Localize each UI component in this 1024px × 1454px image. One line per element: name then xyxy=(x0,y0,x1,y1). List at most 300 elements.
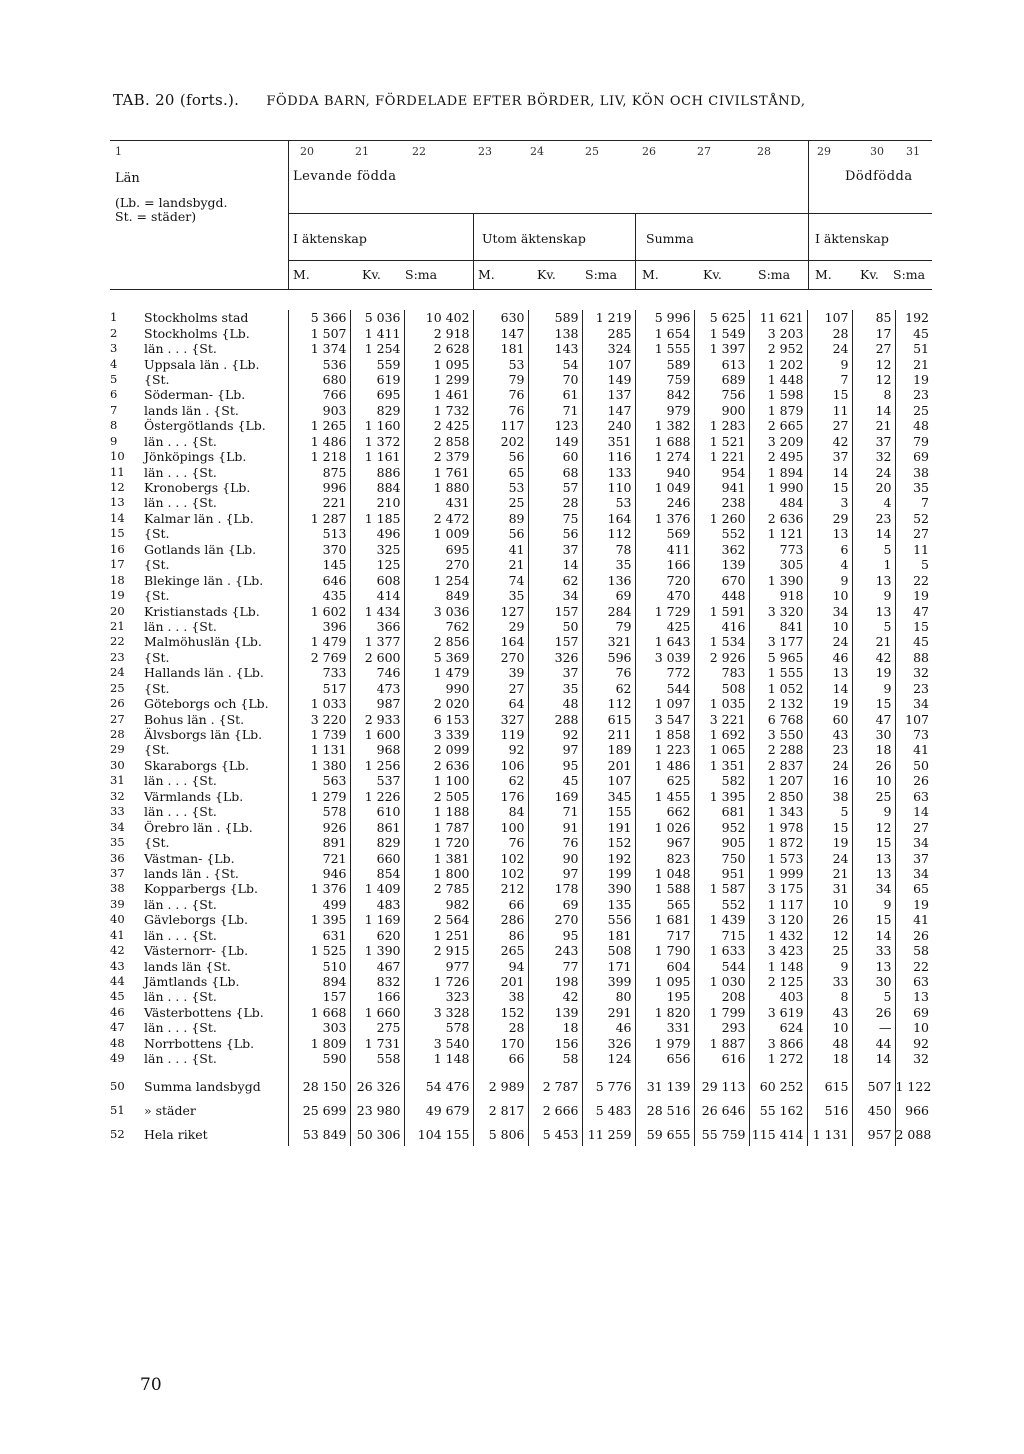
table-cell: 112 xyxy=(582,696,635,711)
table-row xyxy=(110,542,932,557)
table-cell: 31 xyxy=(807,881,852,896)
table-cell: 240 xyxy=(582,418,635,433)
table-cell: 74 xyxy=(473,572,528,587)
table-cell: 189 xyxy=(582,742,635,757)
row-label: län . . . {St. xyxy=(144,804,217,820)
column-number: 28 xyxy=(757,145,771,158)
table-cell: 1 894 xyxy=(749,464,807,479)
row-number: 1 xyxy=(110,310,118,325)
table-cell: 124 xyxy=(582,1051,635,1066)
table-cell: 891 xyxy=(288,835,350,850)
row-label: län . . . {St. xyxy=(144,618,217,634)
row-number: 19 xyxy=(110,588,125,603)
column-number: 30 xyxy=(870,145,884,158)
table-cell: 624 xyxy=(749,1020,807,1035)
table-cell: 107 xyxy=(895,711,932,726)
table-cell: 411 xyxy=(635,542,694,557)
group-levande-fodda: Levande födda xyxy=(293,169,397,184)
table-cell: 2 132 xyxy=(749,696,807,711)
table-cell: 44 xyxy=(852,1036,895,1051)
row-number: 8 xyxy=(110,418,118,433)
table-row xyxy=(110,619,932,634)
table-cell: 3 xyxy=(807,495,852,510)
table-cell: 51 xyxy=(895,341,932,356)
table-cell: 2 817 xyxy=(473,1098,528,1122)
row-label: län . . . {St. xyxy=(144,989,217,1005)
table-cell: 1 486 xyxy=(288,434,350,449)
table-cell: 2 472 xyxy=(404,511,473,526)
table-cell: 616 xyxy=(694,1051,749,1066)
table-cell: 1 030 xyxy=(694,974,749,989)
table-cell: 18 xyxy=(528,1020,582,1035)
group-utom-aktenskap: Utom äktenskap xyxy=(482,231,586,246)
table-cell: 1 434 xyxy=(350,603,404,618)
table-cell: 3 866 xyxy=(749,1036,807,1051)
table-cell: 28 150 xyxy=(288,1074,350,1098)
table-cell: 2 850 xyxy=(749,789,807,804)
table-cell: 569 xyxy=(635,526,694,541)
table-cell: 19 xyxy=(895,588,932,603)
sub-header: M. xyxy=(478,267,495,282)
table-row xyxy=(110,557,932,572)
table-cell: 42 xyxy=(852,650,895,665)
table-cell: 110 xyxy=(582,480,635,495)
table-cell: 27 xyxy=(852,341,895,356)
table-cell: 68 xyxy=(528,464,582,479)
data-table xyxy=(110,310,932,1146)
table-cell: 27 xyxy=(895,819,932,834)
table-cell: 84 xyxy=(473,804,528,819)
table-cell: 65 xyxy=(473,464,528,479)
row-number: 14 xyxy=(110,510,125,525)
table-cell: 15 xyxy=(895,619,932,634)
row-label: län . . . {St. xyxy=(144,341,217,357)
table-cell: 390 xyxy=(582,881,635,896)
table-cell: 1 121 xyxy=(749,526,807,541)
table-cell: 5 776 xyxy=(582,1074,635,1098)
table-cell: 2 088 xyxy=(895,1122,932,1146)
table-cell: 138 xyxy=(528,325,582,340)
table-cell: 12 xyxy=(852,819,895,834)
table-cell: 28 516 xyxy=(635,1098,694,1122)
table-cell: 37 xyxy=(528,665,582,680)
table-cell: 2 952 xyxy=(749,341,807,356)
row-number: 26 xyxy=(110,696,125,711)
table-cell: 22 xyxy=(895,958,932,973)
table-cell: 11 259 xyxy=(582,1122,635,1146)
table-cell: 11 xyxy=(807,403,852,418)
table-cell: 45 xyxy=(895,325,932,340)
table-cell: 32 xyxy=(895,1051,932,1066)
table-cell: 8 xyxy=(852,387,895,402)
header-divider xyxy=(288,140,289,290)
table-cell: 3 320 xyxy=(749,603,807,618)
table-cell: 2 125 xyxy=(749,974,807,989)
group-dodfodda: Dödfödda xyxy=(845,169,913,184)
row-label: {St. xyxy=(144,371,170,387)
table-cell: 1 479 xyxy=(288,634,350,649)
table-cell: 399 xyxy=(582,974,635,989)
table-cell: 55 162 xyxy=(749,1098,807,1122)
table-cell: 5 xyxy=(807,804,852,819)
row-label: Norrbottens {Lb. xyxy=(144,1035,255,1051)
table-cell: 13 xyxy=(852,603,895,618)
table-cell: 3 221 xyxy=(694,711,749,726)
table-cell: 17 xyxy=(852,325,895,340)
table-cell: 61 xyxy=(528,387,582,402)
table-cell: 1 223 xyxy=(635,742,694,757)
table-cell: 1 688 xyxy=(635,434,694,449)
table-row xyxy=(110,418,932,433)
table-cell: 2 495 xyxy=(749,449,807,464)
table-cell: 71 xyxy=(528,403,582,418)
table-cell: 1 131 xyxy=(288,742,350,757)
row-number: 24 xyxy=(110,665,125,680)
table-cell: 2 636 xyxy=(404,758,473,773)
table-cell: 26 xyxy=(895,773,932,788)
table-row xyxy=(110,387,932,402)
table-cell: 619 xyxy=(350,372,404,387)
table-cell: 178 xyxy=(528,881,582,896)
table-cell: 62 xyxy=(582,681,635,696)
table-cell: 38 xyxy=(895,464,932,479)
table-cell: 2 099 xyxy=(404,742,473,757)
table-cell: 45 xyxy=(528,773,582,788)
table-cell: 1 372 xyxy=(350,434,404,449)
table-cell: 1 351 xyxy=(694,758,749,773)
row-label: Stockholms stad xyxy=(144,310,249,326)
table-cell: 3 120 xyxy=(749,912,807,927)
table-cell: 5 625 xyxy=(694,310,749,325)
table-cell: 861 xyxy=(350,819,404,834)
table-cell: 7 xyxy=(895,495,932,510)
table-cell: 33 xyxy=(807,974,852,989)
row-number: 21 xyxy=(110,618,125,633)
table-cell: 24 xyxy=(807,850,852,865)
row-label: län . . . {St. xyxy=(144,464,217,480)
table-cell: 762 xyxy=(404,619,473,634)
table-cell: 5 036 xyxy=(350,310,404,325)
table-cell: 2 628 xyxy=(404,341,473,356)
table-cell: 19 xyxy=(807,835,852,850)
table-cell: 11 xyxy=(895,542,932,557)
row-number: 25 xyxy=(110,680,125,695)
table-cell: 34 xyxy=(895,835,932,850)
table-cell: 3 339 xyxy=(404,727,473,742)
table-cell: 10 xyxy=(807,897,852,912)
table-cell: 139 xyxy=(528,1005,582,1020)
table-cell: 9 xyxy=(807,958,852,973)
table-row xyxy=(110,372,932,387)
table-row xyxy=(110,480,932,495)
table-cell: 1 161 xyxy=(350,449,404,464)
table-cell: 3 220 xyxy=(288,711,350,726)
table-cell: 552 xyxy=(694,897,749,912)
table-cell: 1 374 xyxy=(288,341,350,356)
table-cell: 556 xyxy=(582,912,635,927)
table-cell: 6 153 xyxy=(404,711,473,726)
table-cell: 2 636 xyxy=(749,511,807,526)
table-cell: 3 328 xyxy=(404,1005,473,1020)
table-cell: 54 476 xyxy=(404,1074,473,1098)
table-cell: 1 654 xyxy=(635,325,694,340)
table-row xyxy=(110,696,932,711)
table-cell: 6 xyxy=(807,542,852,557)
table-cell: 483 xyxy=(350,897,404,912)
table-cell: 610 xyxy=(350,804,404,819)
row-label: Gotlands län {Lb. xyxy=(144,541,257,557)
table-cell: 1 395 xyxy=(694,789,749,804)
table-cell: 284 xyxy=(582,603,635,618)
table-cell: 166 xyxy=(350,989,404,1004)
table-cell: 19 xyxy=(852,665,895,680)
row-label: Kristianstads {Lb. xyxy=(144,603,260,619)
table-row xyxy=(110,356,932,371)
table-cell: 1 692 xyxy=(694,727,749,742)
table-cell: 1 534 xyxy=(694,634,749,649)
table-cell: 26 xyxy=(895,928,932,943)
table-cell: 1 455 xyxy=(635,789,694,804)
table-cell: 990 xyxy=(404,681,473,696)
table-cell: 37 xyxy=(895,850,932,865)
table-cell: 92 xyxy=(895,1036,932,1051)
table-cell: 181 xyxy=(473,341,528,356)
table-cell: 201 xyxy=(473,974,528,989)
table-cell: 28 xyxy=(473,1020,528,1035)
table-cell: 238 xyxy=(694,495,749,510)
stub-header-lan: Län xyxy=(115,171,140,186)
table-cell: 951 xyxy=(694,866,749,881)
row-label: » städer xyxy=(144,1102,196,1118)
table-cell: 1 122 xyxy=(895,1074,932,1098)
table-cell: 1 251 xyxy=(404,928,473,943)
table-cell: 1 380 xyxy=(288,758,350,773)
table-cell: 59 655 xyxy=(635,1122,694,1146)
table-cell: 305 xyxy=(749,557,807,572)
table-cell: 1 633 xyxy=(694,943,749,958)
row-label: {St. xyxy=(144,835,170,851)
page-title xyxy=(113,91,806,109)
row-number: 6 xyxy=(110,387,118,402)
table-cell: 1 448 xyxy=(749,372,807,387)
sub-header: M. xyxy=(642,267,659,282)
table-cell: 552 xyxy=(694,526,749,541)
table-cell: 34 xyxy=(528,588,582,603)
table-row xyxy=(110,1005,932,1020)
table-cell: 41 xyxy=(895,742,932,757)
table-cell: 2 918 xyxy=(404,325,473,340)
table-cell: 164 xyxy=(473,634,528,649)
table-cell: 324 xyxy=(582,341,635,356)
table-cell: 62 xyxy=(528,572,582,587)
table-row xyxy=(110,912,932,927)
table-cell: 10 xyxy=(807,588,852,603)
column-number: 21 xyxy=(355,145,369,158)
table-cell: 24 xyxy=(807,341,852,356)
table-cell: 646 xyxy=(288,572,350,587)
table-cell: 2 600 xyxy=(350,650,404,665)
table-row xyxy=(110,758,932,773)
table-cell: 26 646 xyxy=(694,1098,749,1122)
table-cell: 157 xyxy=(528,634,582,649)
table-cell: 1 052 xyxy=(749,681,807,696)
table-row xyxy=(110,989,932,1004)
table-cell: 53 xyxy=(582,495,635,510)
table-cell: 94 xyxy=(473,958,528,973)
table-cell: 695 xyxy=(350,387,404,402)
table-cell: 135 xyxy=(582,897,635,912)
table-row xyxy=(110,434,932,449)
table-cell: 35 xyxy=(528,681,582,696)
table-cell: 2 933 xyxy=(350,711,404,726)
table-cell: 746 xyxy=(350,665,404,680)
table-cell: 56 xyxy=(473,449,528,464)
table-cell: 662 xyxy=(635,804,694,819)
stub-header-lb: (Lb. = landsbygd. xyxy=(115,195,228,210)
table-cell: 829 xyxy=(350,403,404,418)
table-cell: 2 505 xyxy=(404,789,473,804)
table-cell: 772 xyxy=(635,665,694,680)
table-cell: 2 785 xyxy=(404,881,473,896)
table-cell: 54 xyxy=(528,356,582,371)
table-cell: 5 xyxy=(895,557,932,572)
table-cell: 717 xyxy=(635,928,694,943)
table-cell: 115 414 xyxy=(749,1122,807,1146)
row-label: Kalmar län . {Lb. xyxy=(144,510,254,526)
table-cell: 940 xyxy=(635,464,694,479)
table-cell: 29 113 xyxy=(694,1074,749,1098)
table-cell: 450 xyxy=(852,1098,895,1122)
table-cell: 977 xyxy=(404,958,473,973)
table-cell: 169 xyxy=(528,789,582,804)
table-cell: 5 453 xyxy=(528,1122,582,1146)
row-label: Östergötlands {Lb. xyxy=(144,418,266,434)
table-cell: 2 020 xyxy=(404,696,473,711)
row-label: Blekinge län . {Lb. xyxy=(144,572,264,588)
row-label: Jämtlands {Lb. xyxy=(144,974,240,990)
table-cell: 689 xyxy=(694,372,749,387)
table-cell: 3 177 xyxy=(749,634,807,649)
table-cell: 170 xyxy=(473,1036,528,1051)
table-cell: 615 xyxy=(807,1074,852,1098)
table-cell: 3 547 xyxy=(635,711,694,726)
table-cell: 10 xyxy=(807,619,852,634)
table-row xyxy=(110,943,932,958)
table-cell: 1 486 xyxy=(635,758,694,773)
row-label: Göteborgs och {Lb. xyxy=(144,696,269,712)
table-cell: 1 148 xyxy=(404,1051,473,1066)
table-cell: 102 xyxy=(473,866,528,881)
table-cell: 1 097 xyxy=(635,696,694,711)
row-number: 47 xyxy=(110,1020,125,1035)
row-label: lands län . {St. xyxy=(144,402,239,418)
sub-header: M. xyxy=(293,267,310,282)
table-cell: 46 xyxy=(582,1020,635,1035)
table-cell: 854 xyxy=(350,866,404,881)
row-label: Kronobergs {Lb. xyxy=(144,480,251,496)
table-cell: 565 xyxy=(635,897,694,912)
table-cell: 143 xyxy=(528,341,582,356)
table-cell: 100 xyxy=(473,819,528,834)
row-number: 2 xyxy=(110,325,118,340)
table-cell: 875 xyxy=(288,464,350,479)
table-row xyxy=(110,310,932,325)
table-cell: 1 999 xyxy=(749,866,807,881)
table-cell: 2 856 xyxy=(404,634,473,649)
table-cell: 695 xyxy=(404,542,473,557)
table-cell: 92 xyxy=(528,727,582,742)
table-cell: 39 xyxy=(473,665,528,680)
table-cell: 35 xyxy=(582,557,635,572)
table-cell: 75 xyxy=(528,511,582,526)
table-cell: 10 402 xyxy=(404,310,473,325)
table-cell: 157 xyxy=(528,603,582,618)
table-cell: 288 xyxy=(528,711,582,726)
table-cell: 24 xyxy=(852,464,895,479)
table-cell: 327 xyxy=(473,711,528,726)
group-summa: Summa xyxy=(646,231,694,246)
table-cell: 3 039 xyxy=(635,650,694,665)
table-cell: 21 xyxy=(852,634,895,649)
table-cell: 26 xyxy=(807,912,852,927)
table-cell: 3 175 xyxy=(749,881,807,896)
table-cell: 660 xyxy=(350,850,404,865)
table-cell: 370 xyxy=(288,542,350,557)
table-cell: 27 xyxy=(807,418,852,433)
table-row xyxy=(110,1036,932,1051)
table-cell: — xyxy=(852,1020,895,1035)
table-cell: 26 xyxy=(852,1005,895,1020)
row-number: 27 xyxy=(110,711,125,726)
table-row xyxy=(110,495,932,510)
table-cell: 106 xyxy=(473,758,528,773)
table-cell: 1 573 xyxy=(749,850,807,865)
table-cell: 149 xyxy=(582,372,635,387)
table-cell: 29 xyxy=(807,511,852,526)
table-cell: 176 xyxy=(473,789,528,804)
table-cell: 71 xyxy=(528,804,582,819)
row-label: län . . . {St. xyxy=(144,773,217,789)
table-cell: 77 xyxy=(528,958,582,973)
table-cell: 56 xyxy=(473,526,528,541)
table-cell: 191 xyxy=(582,819,635,834)
row-number: 46 xyxy=(110,1004,125,1019)
row-number: 36 xyxy=(110,850,125,865)
table-cell: 1 525 xyxy=(288,943,350,958)
table-cell: 76 xyxy=(473,403,528,418)
table-cell: 3 203 xyxy=(749,325,807,340)
table-cell: 558 xyxy=(350,1051,404,1066)
table-cell: 14 xyxy=(852,526,895,541)
table-cell: 5 369 xyxy=(404,650,473,665)
row-number: 39 xyxy=(110,896,125,911)
table-cell: 52 xyxy=(895,511,932,526)
table-cell: 119 xyxy=(473,727,528,742)
table-cell: 966 xyxy=(895,1098,932,1122)
table-cell: 208 xyxy=(694,989,749,1004)
table-cell: 578 xyxy=(404,1020,473,1035)
table-cell: 325 xyxy=(350,542,404,557)
row-number: 44 xyxy=(110,974,125,989)
table-cell: 15 xyxy=(807,819,852,834)
table-cell: 13 xyxy=(852,866,895,881)
table-cell: 42 xyxy=(528,989,582,1004)
table-cell: 590 xyxy=(288,1051,350,1066)
table-cell: 1 549 xyxy=(694,325,749,340)
table-cell: 905 xyxy=(694,835,749,850)
table-cell: 55 759 xyxy=(694,1122,749,1146)
table-cell: 12 xyxy=(807,928,852,943)
